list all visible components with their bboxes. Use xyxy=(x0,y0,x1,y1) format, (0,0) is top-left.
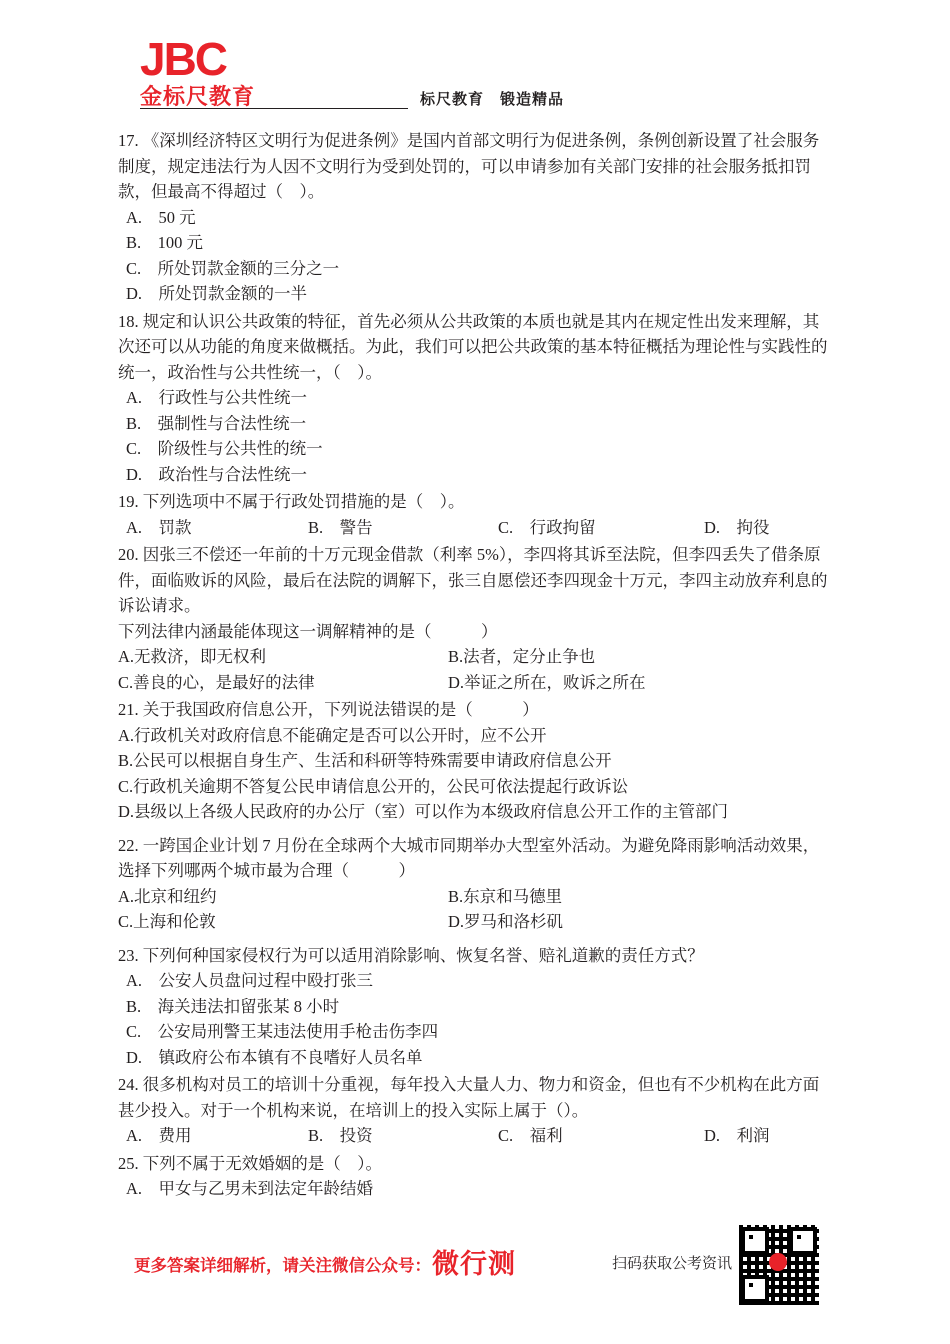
qr-corner-icon xyxy=(789,1227,817,1255)
option-a[interactable]: A. 行政性与公共性统一 xyxy=(126,388,308,407)
option-a[interactable]: A. 费用 xyxy=(126,1126,192,1145)
question-text: 因张三不偿还一年前的十万元现金借款（利率 5%），李四将其诉至法院，但李四丢失了借条原件，面临败诉的风险，最后在法院的调解下，张三自愿偿还李四现金十万元，李四主动放弃利息的诉讼请求。 xyxy=(118,545,828,615)
option-c[interactable]: C.行政机关逾期不答复公民申请信息公开的，公民可依法提起行政诉讼 xyxy=(118,776,629,796)
option-b[interactable]: B. 警告 xyxy=(308,517,373,537)
question-number: 21. xyxy=(118,700,139,719)
qr-corner-icon xyxy=(741,1275,769,1303)
question-item xyxy=(118,1072,834,1149)
question-text: 很多机构对员工的培训十分重视，每年投入大量人力、物力和资金，但也有不少机构在此方面甚少投入。对于一个机构来说，在培训上的投入实际上属于（）。 xyxy=(118,1075,820,1120)
question-sub-stem: 下列法律内涵最能体现这一调解精神的是（ ） xyxy=(118,621,498,641)
option-d[interactable]: D. 所处罚款金额的一半 xyxy=(126,284,308,303)
option-a[interactable]: A.行政机关对政府信息不能确定是否可以公开时，应不公开 xyxy=(118,725,547,745)
option-row xyxy=(118,670,834,696)
question-number: 17. xyxy=(118,131,139,150)
option-a[interactable]: A. 50 元 xyxy=(126,207,196,227)
option-d[interactable]: D.罗马和洛杉矶 xyxy=(448,912,564,931)
question-text: 关于我国政府信息公开，下列说法错误的是（ ） xyxy=(142,700,539,719)
question-stem xyxy=(118,309,834,386)
option-c[interactable]: C.上海和伦敦 xyxy=(118,912,216,931)
option-b[interactable]: B.法者，定分止争也 xyxy=(448,647,596,666)
page-header xyxy=(0,0,950,118)
question-item xyxy=(118,542,834,695)
option-a[interactable]: A. 罚款 xyxy=(126,517,192,537)
question-item xyxy=(118,128,834,307)
question-text: 下列何种国家侵权行为可以适用消除影响、恢复名誉、赔礼道歉的责任方式？ xyxy=(142,945,704,965)
question-text: 规定和认识公共政策的特征，首先必须从公共政策的本质也就是其内在规定性出发来理解，其次还可以从功能的角度来做概括。为此，我们可以把公共政策的基本特征概括为理论性与实践性的统一，政治性与公共性统一，（ ）。 xyxy=(118,311,828,382)
option-c[interactable]: C. 福利 xyxy=(498,1126,563,1145)
question-stem xyxy=(118,1151,834,1177)
option-c[interactable]: C. 阶级性与公共性的统一 xyxy=(126,439,323,458)
option-b[interactable]: B. 100 元 xyxy=(126,233,204,252)
question-stem xyxy=(118,489,834,515)
question-number: 20. xyxy=(118,545,139,564)
question-number: 22. xyxy=(118,835,139,855)
option-row xyxy=(118,1123,834,1149)
question-stem xyxy=(118,943,834,969)
option-c[interactable]: C. 公安局刑警王某违法使用手枪击伤李四 xyxy=(126,1022,439,1041)
option-row xyxy=(118,644,834,670)
option-a[interactable]: A. 甲女与乙男未到法定年龄结婚 xyxy=(126,1179,374,1198)
question-stem xyxy=(118,128,834,205)
option-c[interactable]: C. 行政拘留 xyxy=(498,517,596,537)
option-b[interactable]: B.东京和马德里 xyxy=(448,886,563,906)
header-divider xyxy=(140,108,408,109)
option-d[interactable]: D. 镇政府公布本镇有不良嗜好人员名单 xyxy=(126,1047,423,1067)
footer-promo-text: 更多答案详细解析，请关注微信公众号： xyxy=(134,1257,431,1275)
question-item xyxy=(118,309,834,488)
option-a[interactable]: A.无救济，即无权利 xyxy=(118,647,267,666)
question-item xyxy=(118,1151,834,1202)
option-d[interactable]: D. 利润 xyxy=(704,1126,770,1145)
question-text: 下列不属于无效婚姻的是（ ）。 xyxy=(142,1153,382,1173)
option-b[interactable]: B. 海关违法扣留张某 8 小时 xyxy=(126,996,340,1016)
question-number: 18. xyxy=(118,311,139,331)
header-slogan: 标尺教育 锻造精品 xyxy=(420,91,565,108)
option-d[interactable]: D. 拘役 xyxy=(704,517,770,537)
qr-center-logo-icon xyxy=(769,1253,787,1271)
question-stem xyxy=(118,833,834,884)
question-text: 《深圳经济特区文明行为促进条例》是国内首部文明行为促进条例，条例创新设置了社会服务制度，规定违法行为人因不文明行为受到处罚的，可以申请参加有关部门安排的社会服务抵扣罚款，但最高不得超过（ ）。 xyxy=(118,131,820,201)
question-stem xyxy=(118,697,834,723)
footer-brand-name: 微行测 xyxy=(432,1249,516,1279)
question-number: 25. xyxy=(118,1153,139,1173)
option-c[interactable]: C.善良的心，是最好的法律 xyxy=(118,672,315,692)
option-a[interactable]: A. 公安人员盘问过程中殴打张三 xyxy=(126,971,374,990)
option-d[interactable]: D. 政治性与合法性统一 xyxy=(126,464,308,484)
question-text: 下列选项中不属于行政处罚措施的是（ ）。 xyxy=(142,492,465,511)
question-number: 24. xyxy=(118,1075,139,1094)
question-number: 19. xyxy=(118,492,139,511)
logo-mark-text: JBC xyxy=(140,33,227,85)
option-b[interactable]: B. 投资 xyxy=(308,1126,373,1145)
option-b[interactable]: B.公民可以根据自身生产、生活和科研等特殊需要申请政府信息公开 xyxy=(118,751,612,770)
question-item xyxy=(118,697,834,825)
question-stem xyxy=(118,542,834,619)
question-number: 23. xyxy=(118,945,139,965)
option-d[interactable]: D.举证之所在，败诉之所在 xyxy=(448,672,646,692)
brand-logo xyxy=(140,33,320,110)
option-d[interactable]: D.县级以上各级人民政府的办公厅（室）可以作为本级政府信息公开工作的主管部门 xyxy=(118,802,729,821)
qr-corner-icon xyxy=(741,1227,769,1255)
qr-code-icon xyxy=(736,1222,822,1308)
option-row xyxy=(118,884,834,910)
question-item xyxy=(118,489,834,540)
footer-scan-text: 扫码获取公考资讯 xyxy=(612,1255,733,1272)
question-item xyxy=(118,833,834,935)
option-row xyxy=(118,909,834,935)
logo-sub-text: 金标尺教育 xyxy=(140,84,256,109)
page-footer xyxy=(0,1220,950,1344)
question-list xyxy=(118,128,834,1204)
option-row xyxy=(118,515,834,541)
question-item xyxy=(118,943,834,1071)
option-a[interactable]: A.北京和纽约 xyxy=(118,886,217,906)
question-stem xyxy=(118,1072,834,1123)
option-c[interactable]: C. 所处罚款金额的三分之一 xyxy=(126,258,340,278)
question-text: 一跨国企业计划 7 月份在全球两个大城市同期举办大型室外活动。为避免降雨影响活动效果，选择下列哪两个城市最为合理（ ） xyxy=(118,835,820,880)
option-b[interactable]: B. 强制性与合法性统一 xyxy=(126,413,307,433)
